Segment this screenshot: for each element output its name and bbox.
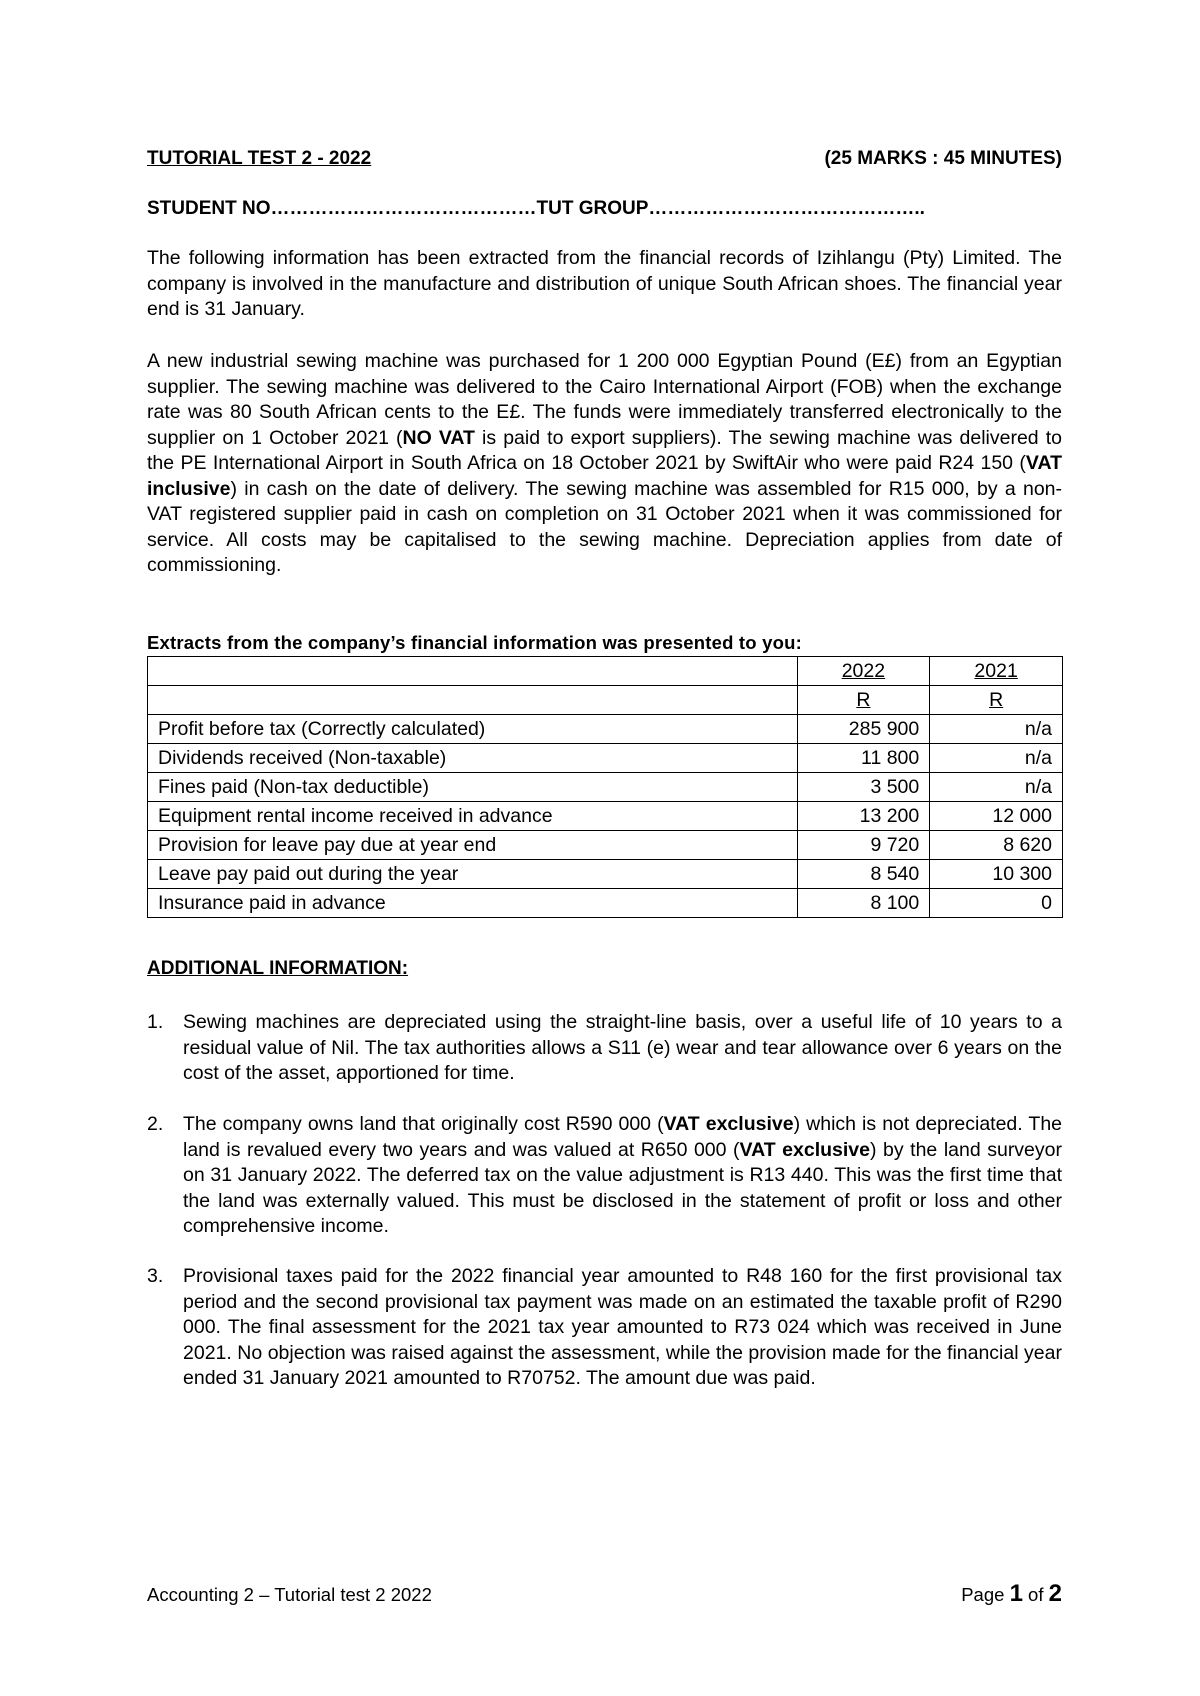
- row-label: Dividends received (Non-taxable): [148, 744, 798, 773]
- list-item: [147, 1010, 1062, 1087]
- list-item: [147, 1112, 1062, 1240]
- page-footer: [147, 1580, 1062, 1607]
- machine-paragraph: [147, 349, 1062, 579]
- intro-paragraph: The following information has been extracted from the financial records of Izihlangu (Pty) Limited. The company is involved in the manufacture and distribution of unique South African shoes. The financial year end is 31 January.: [147, 247, 1062, 320]
- text-run: ) which is not depreciated. The land is revalued every two years and was valued at R650 000 (: [183, 1113, 1063, 1161]
- table-row: [148, 715, 1063, 744]
- of-word: of: [1022, 1584, 1049, 1605]
- list-number: 2.: [147, 1113, 164, 1135]
- col-2022-unit: R: [797, 686, 930, 715]
- list-number: 3.: [147, 1265, 164, 1287]
- row-value-2022: 285 900: [797, 715, 930, 744]
- emphasis-no-vat: NO VAT: [402, 426, 475, 449]
- header: [147, 148, 1062, 170]
- row-value-2021: n/a: [930, 715, 1063, 744]
- header-blank-cell: [148, 657, 798, 686]
- unit-blank-cell: [148, 686, 798, 715]
- row-label: Profit before tax (Correctly calculated): [148, 715, 798, 744]
- table-row: [148, 773, 1063, 802]
- row-label: Fines paid (Non-tax deductible): [148, 773, 798, 802]
- text-run: ) in cash on the date of delivery. The sewing machine was assembled for R15 000, by a non-VAT registered supplier paid in cash on completion on 31 October 2021 when it was commissioned for service. All costs may be capitalised to the sewing machine. Depreciation applies from date of commissioning.: [147, 477, 1062, 576]
- row-value-2021: 10 300: [930, 860, 1063, 889]
- row-value-2022: 8 100: [797, 889, 930, 918]
- text-run: ) by the land surveyor on 31 January 2022. The deferred tax on the value adjustment is R13 440. This was the first time that the land was externally valued. This must be disclosed in the statement of profit or loss and other comprehensive income.: [183, 1138, 1062, 1237]
- table-row: [148, 831, 1063, 860]
- col-2022-header: 2022: [797, 657, 930, 686]
- row-value-2022: 13 200: [797, 802, 930, 831]
- table-row: [148, 889, 1063, 918]
- row-label: Leave pay paid out during the year: [148, 860, 798, 889]
- emphasis-vat-exclusive: VAT exclusive: [663, 1113, 794, 1135]
- financial-table: [147, 656, 1063, 918]
- emphasis-vat-inclusive: VAT inclusive: [147, 452, 1062, 500]
- list-text: Sewing machines are depreciated using the straight-line basis, over a useful life of 10 years to a residual value of Nil. The tax authorities allows a S11 (e) wear and tear allowance over 6 years on the cost of the asset, apportioned for time.: [183, 1011, 1062, 1084]
- row-label: Equipment rental income received in advance: [148, 802, 798, 831]
- total-pages: 2: [1048, 1580, 1062, 1607]
- row-value-2021: 8 620: [930, 831, 1063, 860]
- table-header-row: [148, 657, 1063, 686]
- text-run: is paid to export suppliers). The sewing machine was delivered to the PE International Airport in South Africa on 18 October 2021 by SwiftAir who were paid R24 150 (: [147, 426, 1062, 474]
- table-row: [148, 802, 1063, 831]
- list-text: [183, 1112, 1062, 1240]
- table-row: [148, 860, 1063, 889]
- student-line: STUDENT NO……………………………………TUT GROUP……………………………………..: [147, 198, 925, 219]
- row-value-2021: 12 000: [930, 802, 1063, 831]
- extract-title: Extracts from the company’s financial information was presented to you:: [147, 632, 802, 653]
- test-title: TUTORIAL TEST 2 - 2022: [147, 148, 372, 169]
- row-value-2022: 11 800: [797, 744, 930, 773]
- text-run: A new industrial sewing machine was purchased for 1 200 000 Egyptian Pound (E£) from an Egyptian supplier. The sewing machine was delivered to the Cairo International Airport (FOB) when the exchange rate was 80 South African cents to the E£. The funds were immediately transferred electronically to the supplier on 1 October 2021 (: [147, 350, 1062, 449]
- emphasis-vat-exclusive: VAT exclusive: [739, 1138, 870, 1161]
- table-unit-row: [148, 686, 1063, 715]
- row-label: Provision for leave pay due at year end: [148, 831, 798, 860]
- list-item: [147, 1264, 1062, 1392]
- current-page: 1: [1009, 1580, 1023, 1607]
- list-number: 1.: [147, 1011, 164, 1033]
- text-run: The company owns land that originally cost R590 000 (: [183, 1113, 664, 1135]
- row-label: Insurance paid in advance: [148, 889, 798, 918]
- footer-title: Accounting 2 – Tutorial test 2 2022: [147, 1584, 432, 1605]
- additional-info-heading: ADDITIONAL INFORMATION:: [147, 958, 409, 979]
- col-2021-unit: R: [930, 686, 1063, 715]
- row-value-2022: 3 500: [797, 773, 930, 802]
- page-word: Page: [961, 1584, 1010, 1605]
- marks-duration: (25 MARKS : 45 MINUTES): [824, 148, 1062, 169]
- row-value-2022: 8 540: [797, 860, 930, 889]
- row-value-2021: n/a: [930, 773, 1063, 802]
- table-row: [148, 744, 1063, 773]
- page-number: [961, 1580, 1062, 1608]
- row-value-2021: 0: [930, 889, 1063, 918]
- row-value-2022: 9 720: [797, 831, 930, 860]
- row-value-2021: n/a: [930, 744, 1063, 773]
- col-2021-header: 2021: [930, 657, 1063, 686]
- list-text: Provisional taxes paid for the 2022 financial year amounted to R48 160 for the first provisional tax period and the second provisional tax payment was made on an estimated the taxable profit of R290 000. The final assessment for the 2021 tax year amounted to R73 024 which was received in June 2021. No objection was raised against the assessment, while the provision made for the financial year ended 31 January 2021 amounted to R70752. The amount due was paid.: [183, 1265, 1062, 1389]
